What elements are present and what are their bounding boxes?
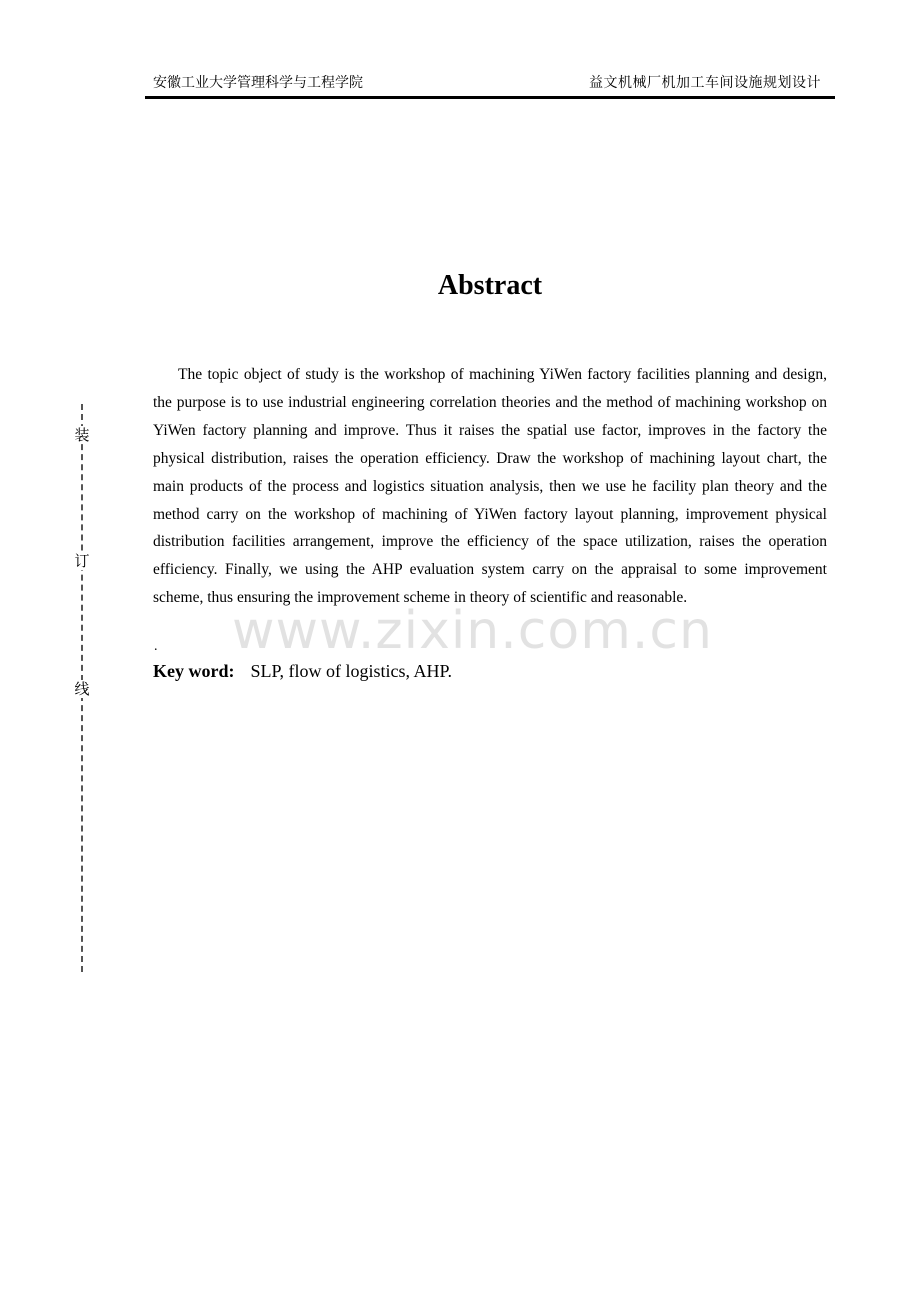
page-title: Abstract (437, 270, 543, 301)
binding-mark-xian: 线 (72, 680, 92, 698)
header-school: 安徽工业大学管理科学与工程学院 (153, 75, 363, 91)
header-divider (145, 96, 835, 99)
keywords-line (153, 661, 452, 682)
binding-mark-ding: 订 (72, 552, 92, 570)
abstract-paragraph: The topic object of study is the workshop of machining YiWen factory facilities planning and design, the purpose is to use industrial engineering correlation theories and the method of machining workshop on YiWen factory planning and improve. Thus it raises the spatial use factor, improves in the factory the physical distribution, raises the operation efficiency. Draw the workshop of machining layout chart, the main products of the process and logistics situation analysis, then we use he facility plan theory and the method carry on the workshop of machining of YiWen factory layout planning, improvement physical distribution facilities arrangement, improve the efficiency of the space utilization, raises the operation efficiency. Finally, we using the AHP evaluation system carry on the appraisal to some improvement scheme, thus ensuring the improvement scheme in theory of scientific and reasonable. (153, 366, 827, 607)
binding-mark-zhuang: 装 (72, 426, 92, 444)
separator-dot: . (154, 639, 158, 654)
keywords-label: Key word: (153, 661, 235, 681)
watermark: www.zixin.com.cn (232, 601, 713, 661)
keywords-value: SLP, flow of logistics, AHP. (250, 661, 453, 681)
header-thesis-title: 益文机械厂机加工车间设施规划设计 (589, 75, 821, 91)
